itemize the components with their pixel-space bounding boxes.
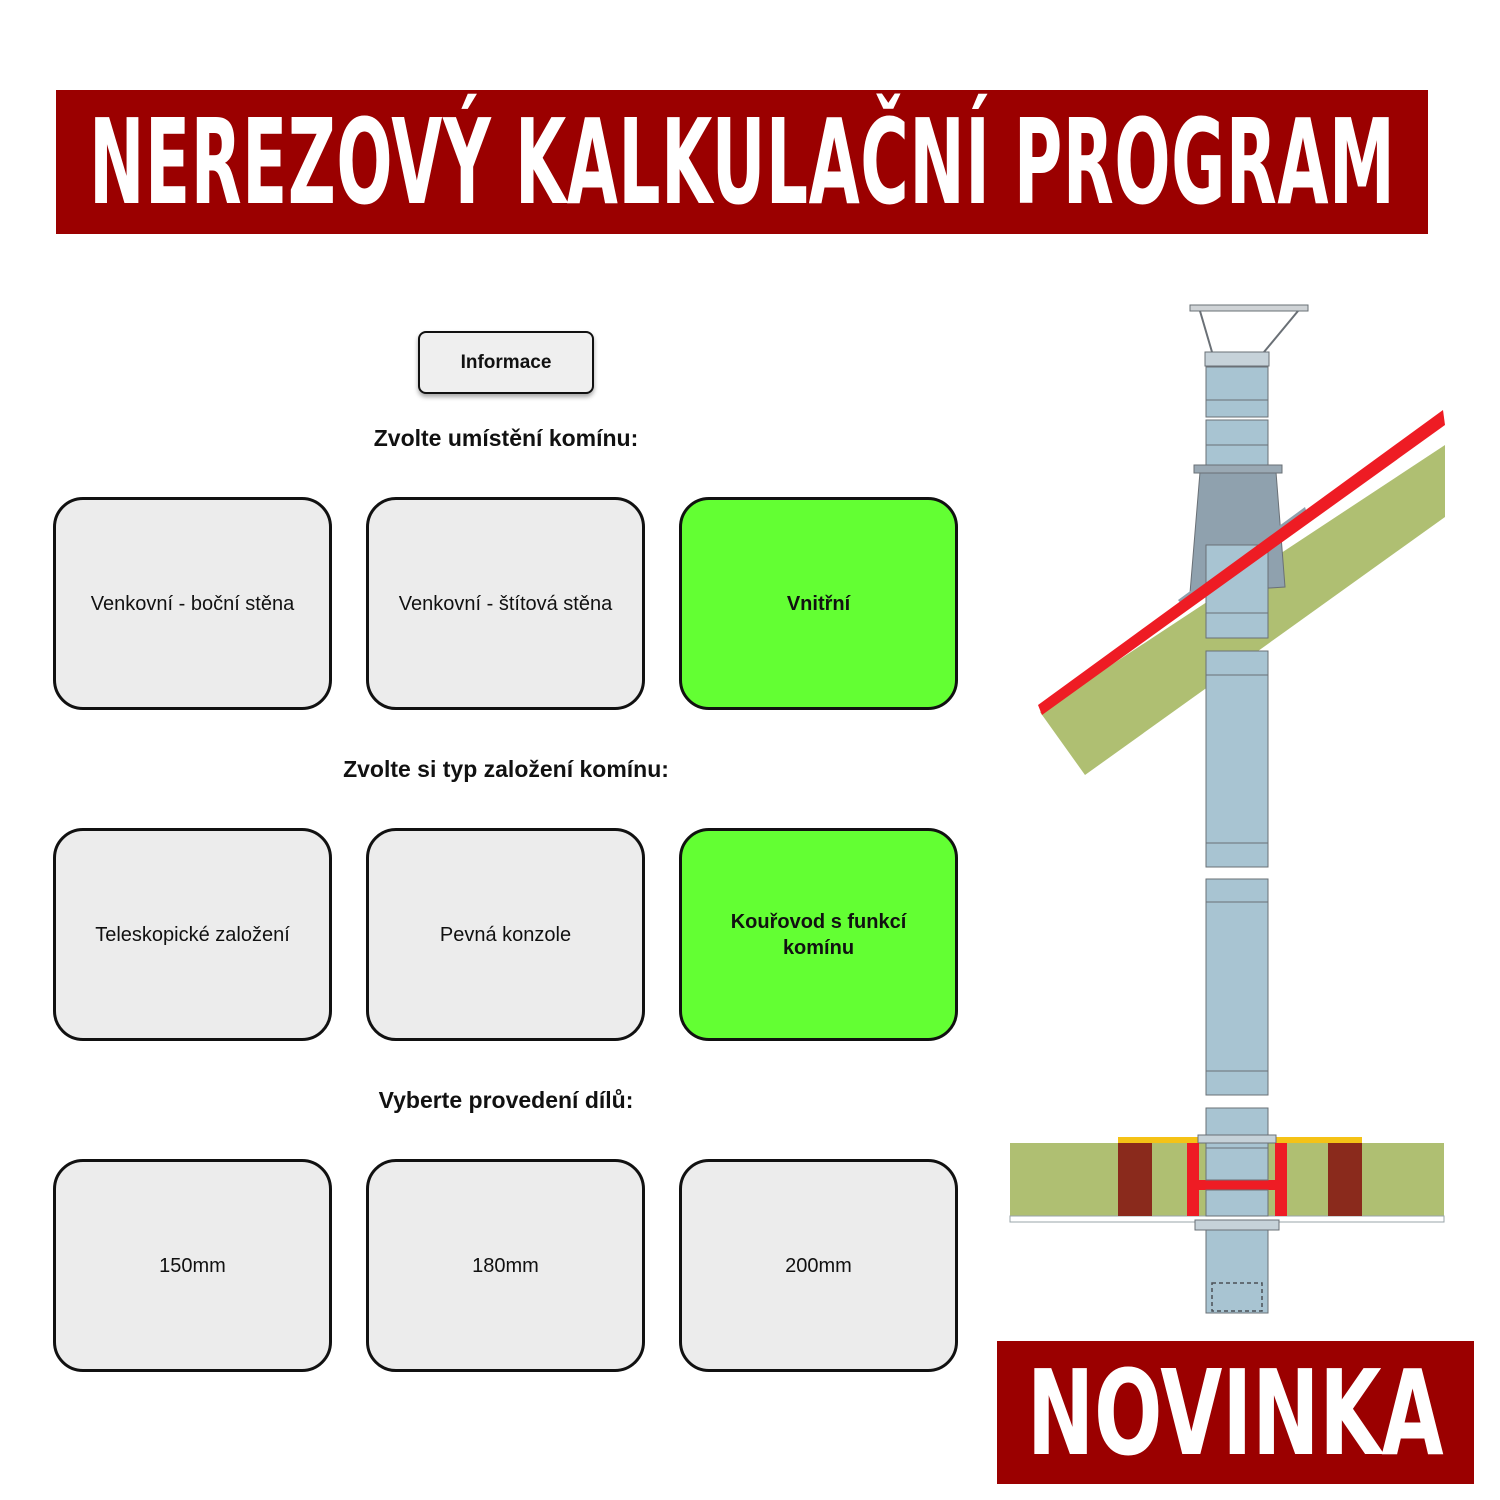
option-telescopic-foundation[interactable]: Teleskopické založení <box>53 828 332 1041</box>
section-heading-diameter: Vyberte provedení dílů: <box>378 1087 634 1113</box>
option-150mm[interactable]: 150mm <box>53 1159 332 1372</box>
badge-banner <box>997 1341 1474 1484</box>
page-title: NEREZOVÝ KALKULAČNÍ PROGRAM <box>88 93 1396 231</box>
info-button[interactable]: Informace <box>418 331 594 394</box>
option-interior[interactable]: Vnitřní <box>679 497 958 710</box>
ceiling-beam-left <box>1118 1143 1152 1216</box>
option-180mm[interactable]: 180mm <box>366 1159 645 1372</box>
title-banner <box>56 90 1428 234</box>
rain-cap <box>1190 305 1308 366</box>
option-exterior-gable-wall[interactable]: Venkovní - štítová stěna <box>366 497 645 710</box>
option-flue-chimney[interactable]: Kouřovod s funkcí komínu <box>679 828 958 1041</box>
pipe-bottom <box>1206 1230 1268 1313</box>
chimney-diagram <box>1000 295 1450 1320</box>
section-heading-foundation: Zvolte si typ založení komínu: <box>343 756 669 782</box>
option-fixed-bracket[interactable]: Pevná konzole <box>366 828 645 1041</box>
ceiling-passage <box>1010 1108 1444 1230</box>
option-200mm[interactable]: 200mm <box>679 1159 958 1372</box>
ceiling-beam-right <box>1328 1143 1362 1216</box>
option-exterior-side-wall[interactable]: Venkovní - boční stěna <box>53 497 332 710</box>
pipe-top <box>1206 367 1268 465</box>
section-heading-location: Zvolte umístění komínu: <box>373 425 639 451</box>
pipe-middle <box>1206 651 1268 1095</box>
badge-label: NOVINKA <box>1027 1343 1444 1482</box>
